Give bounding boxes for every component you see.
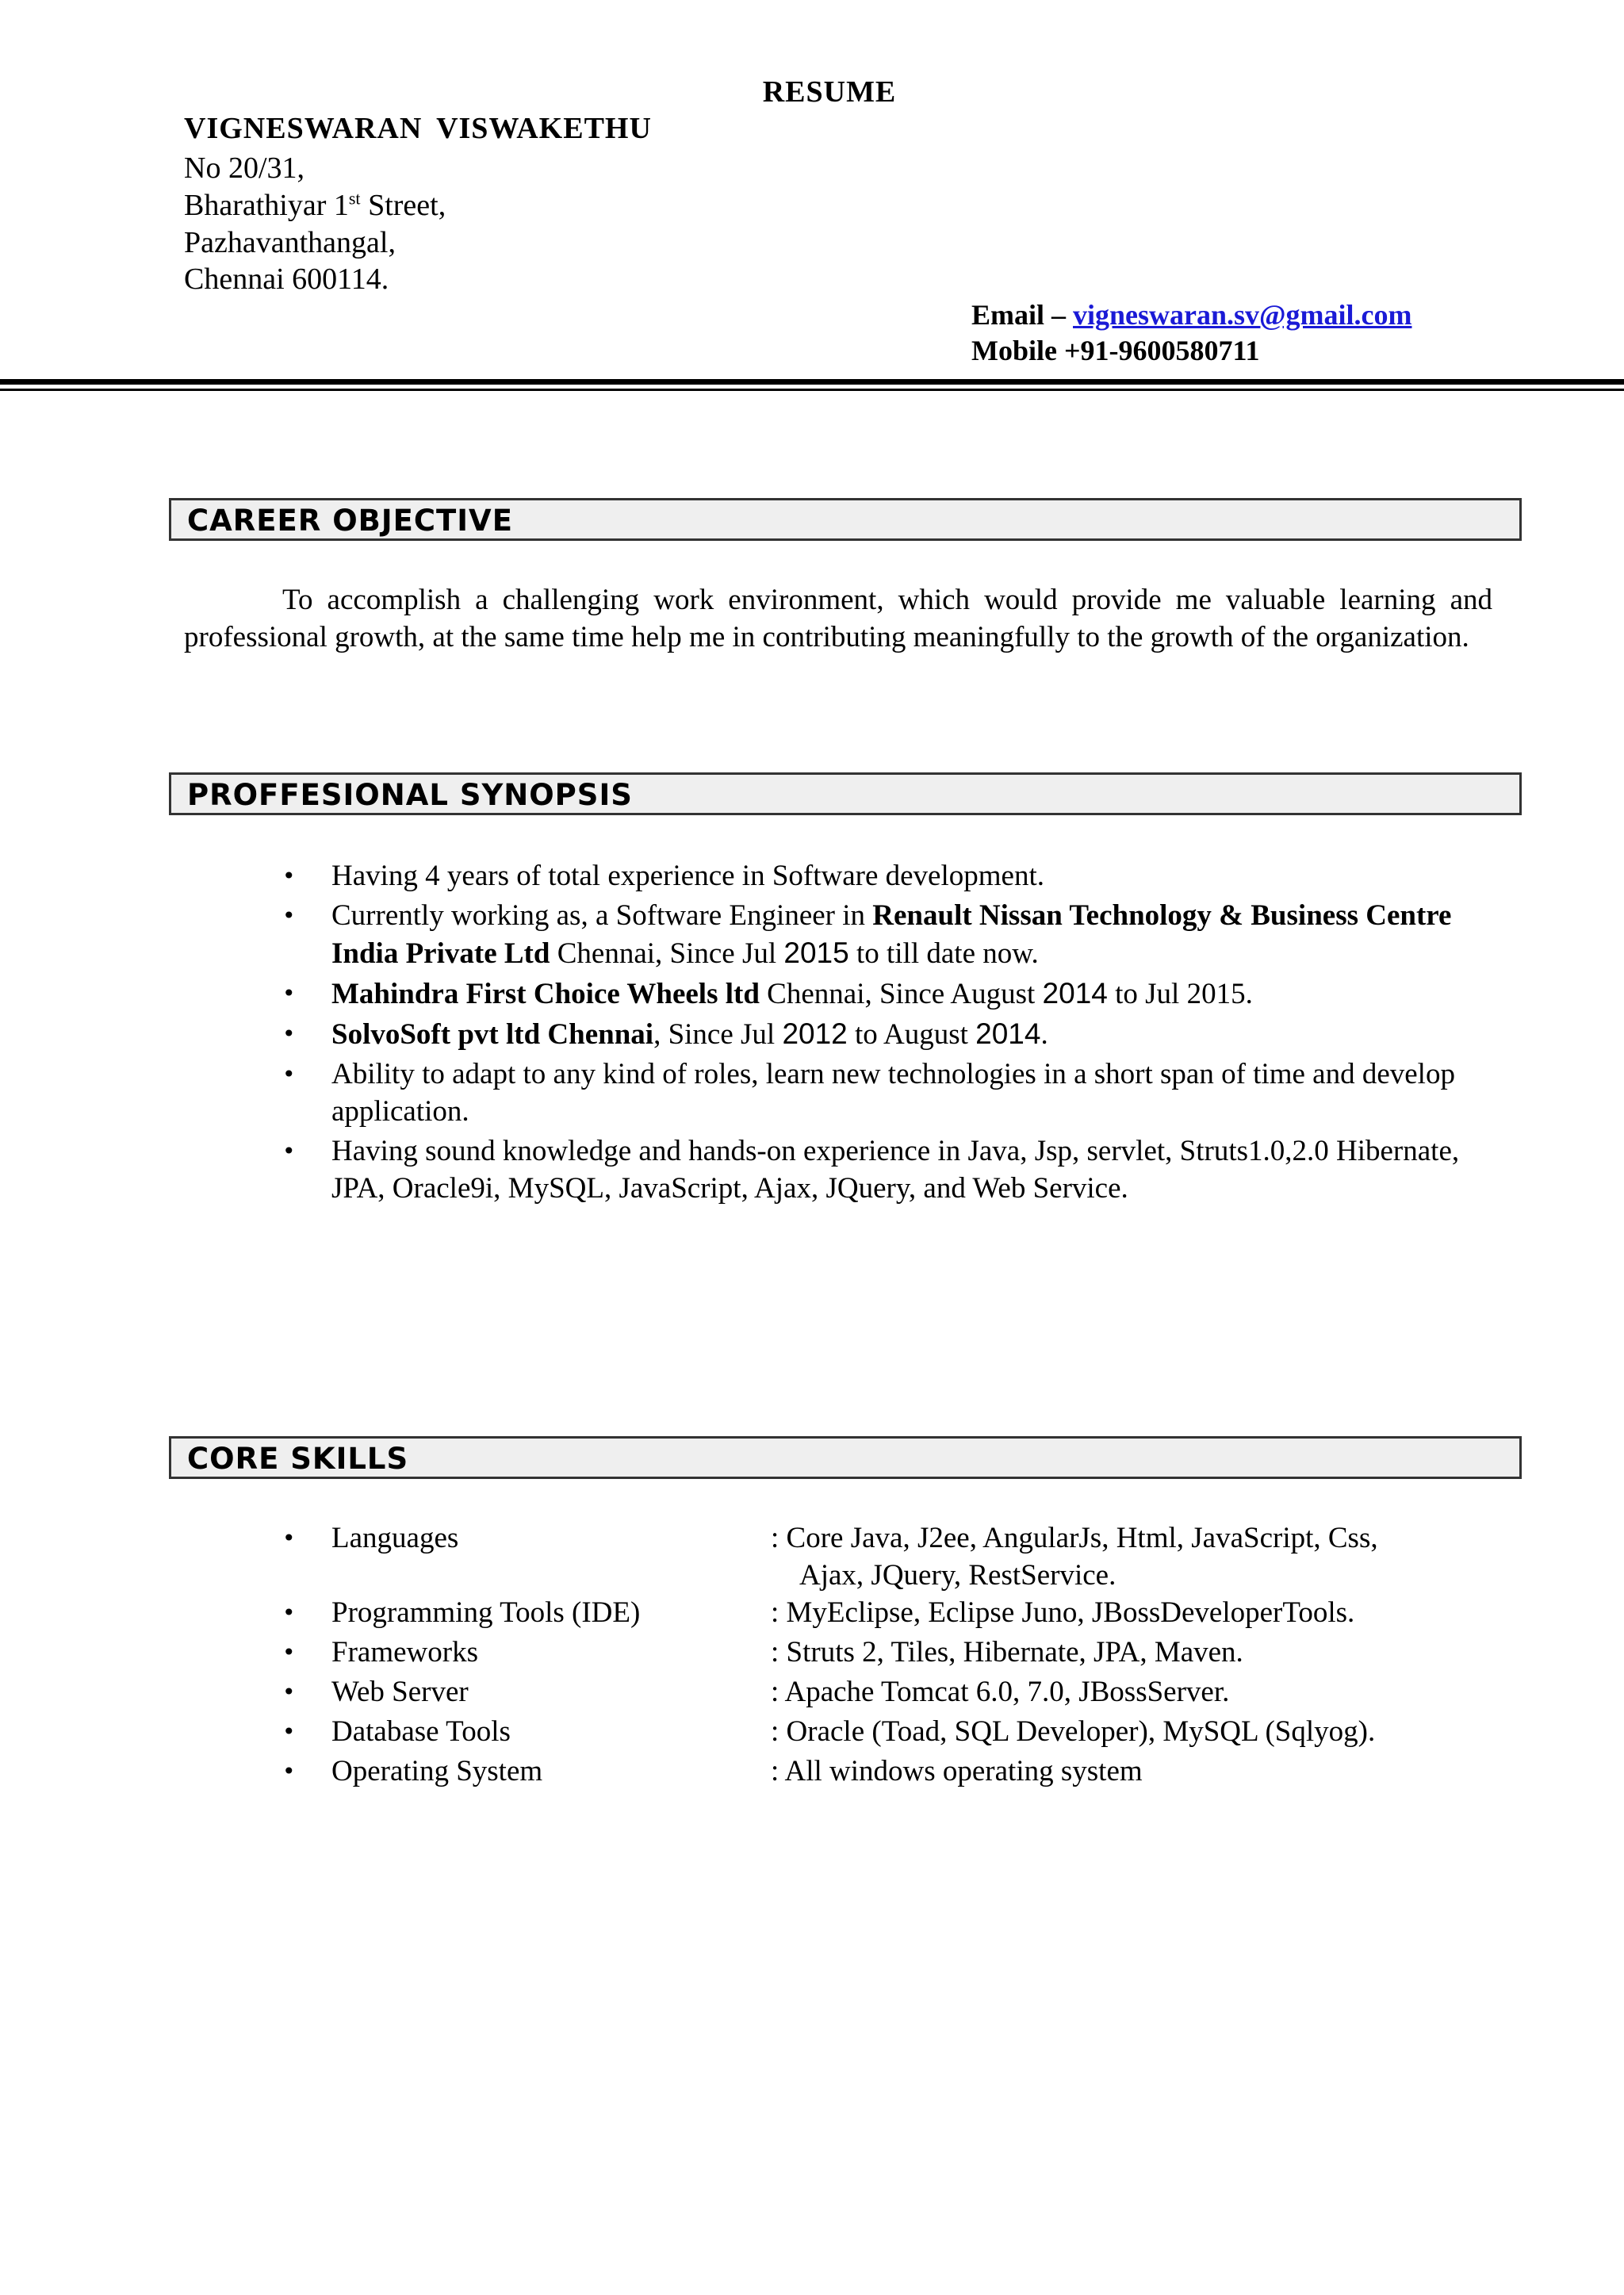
skill-label: Database Tools <box>331 1715 511 1748</box>
synopsis-text: to August <box>847 1018 976 1051</box>
skill-row <box>184 1519 1532 1594</box>
year-text: 2015 <box>783 937 849 969</box>
skill-row <box>184 1634 1532 1673</box>
skill-label: Web Server <box>331 1676 469 1708</box>
skill-value: : MyEclipse, Eclipse Juno, JBossDeveloperTools. <box>771 1596 1355 1629</box>
email-label: Email – <box>971 299 1074 331</box>
career-objective-text <box>184 581 1492 656</box>
bullet-icon: • <box>282 1600 296 1626</box>
skill-value: : All windows operating system <box>771 1755 1143 1787</box>
list-item <box>184 975 1492 1013</box>
core-skills-list <box>184 1519 1532 1792</box>
mobile-line: Mobile +91-9600580711 <box>971 335 1260 366</box>
bullet-icon: • <box>282 902 296 929</box>
bullet-icon: • <box>282 1639 296 1665</box>
address-line-4: Chennai 600114. <box>184 262 389 296</box>
list-item <box>184 897 1492 972</box>
synopsis-text: to Jul 2015. <box>1107 978 1253 1010</box>
synopsis-text: , Since Jul <box>653 1018 783 1051</box>
employer-name: SolvoSoft pvt ltd Chennai <box>331 1018 654 1051</box>
bullet-icon: • <box>282 1525 296 1551</box>
year-text: 2012 <box>782 1017 848 1050</box>
skill-value-continued: Ajax, JQuery, RestService. <box>799 1559 1116 1592</box>
synopsis-text: Currently working as, a Software Engineer in <box>331 899 873 932</box>
list-item <box>184 1056 1492 1130</box>
bullet-icon: • <box>282 1138 296 1164</box>
bullet-icon: • <box>282 863 296 889</box>
skill-row <box>184 1594 1532 1634</box>
email-line <box>971 298 1411 331</box>
address-line-2 <box>184 188 446 223</box>
bullet-icon: • <box>282 1679 296 1705</box>
synopsis-text: to till date now. <box>848 937 1039 970</box>
year-text: 2014 <box>1042 977 1108 1010</box>
email-link[interactable]: vigneswaran.sv@gmail.com <box>1073 299 1412 331</box>
section-heading-text: CAREER OBJECTIVE <box>187 504 513 538</box>
skill-row <box>184 1753 1532 1792</box>
address-line-3: Pazhavanthangal, <box>184 226 396 259</box>
synopsis-list <box>184 857 1492 1209</box>
bullet-icon: • <box>282 1021 296 1047</box>
employer-name: Renault Nissan Technology & Business Centre India Private Ltd <box>331 899 1452 970</box>
page-title: RESUME <box>762 75 897 109</box>
skill-value: : Apache Tomcat 6.0, 7.0, JBossServer. <box>771 1676 1230 1708</box>
list-item <box>184 1132 1492 1207</box>
synopsis-text: Chennai, Since Jul <box>550 937 784 970</box>
objective-paragraph: To accomplish a challenging work environment, which would provide me valuable learning and professional growth, at the same time help me in contributing meaningfully to the growth of the organization. <box>184 584 1492 653</box>
employer-name: Mahindra First Choice Wheels ltd <box>331 978 760 1010</box>
synopsis-text: Chennai, Since August <box>759 978 1043 1010</box>
bullet-icon: • <box>282 1061 296 1087</box>
synopsis-text: Having 4 years of total experience in Software development. <box>331 860 1044 892</box>
list-item <box>184 857 1492 895</box>
section-heading-core-skills <box>169 1436 1522 1479</box>
address-street-name: Street, <box>360 189 446 222</box>
synopsis-text: Ability to adapt to any kind of roles, learn new technologies in a short span of time and develop application. <box>331 1058 1455 1128</box>
synopsis-text: . <box>1040 1018 1048 1051</box>
list-item <box>184 1015 1492 1053</box>
skill-label: Programming Tools (IDE) <box>331 1596 641 1629</box>
skill-value: : Struts 2, Tiles, Hibernate, JPA, Maven. <box>771 1636 1243 1669</box>
year-text: 2014 <box>975 1017 1041 1050</box>
skill-value: : Core Java, J2ee, AngularJs, Html, JavaScript, Css, <box>771 1522 1378 1554</box>
section-heading-professional-synopsis <box>169 772 1522 815</box>
skill-value: : Oracle (Toad, SQL Developer), MySQL (Sqlyog). <box>771 1715 1376 1748</box>
section-heading-text: PROFFESIONAL SYNOPSIS <box>187 778 633 812</box>
section-heading-career-objective <box>169 498 1522 541</box>
skill-label: Frameworks <box>331 1636 478 1669</box>
bullet-icon: • <box>282 980 296 1006</box>
skill-row <box>184 1713 1532 1753</box>
candidate-name: VIGNESWARAN VISWAKETHU <box>184 112 652 145</box>
address-street-number: Bharathiyar 1 <box>184 189 349 222</box>
header-divider-thin <box>0 389 1624 391</box>
header-divider-thick <box>0 379 1624 385</box>
skill-row <box>184 1673 1532 1713</box>
bullet-icon: • <box>282 1718 296 1745</box>
synopsis-text: Having sound knowledge and hands-on experience in Java, Jsp, servlet, Struts1.0,2.0 Hibernate, JPA, Oracle9i, MySQL, JavaScript, Ajax, JQuery, and Web Service. <box>331 1135 1460 1205</box>
bullet-icon: • <box>282 1758 296 1784</box>
skill-label: Languages <box>331 1522 459 1554</box>
address-line-1: No 20/31, <box>184 151 304 185</box>
skill-label: Operating System <box>331 1755 543 1787</box>
section-heading-text: CORE SKILLS <box>187 1442 409 1476</box>
address-superscript: st <box>348 188 361 209</box>
